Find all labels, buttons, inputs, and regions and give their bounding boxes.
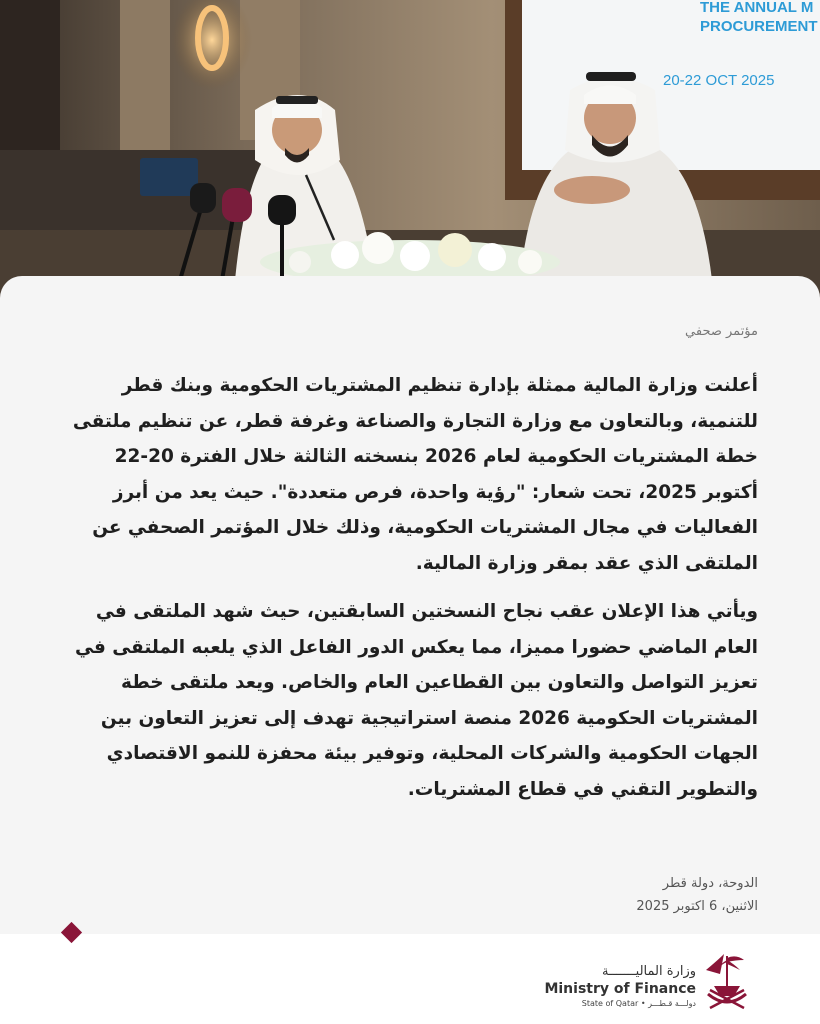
logo-subtitle: State of Qatar • دولـــة قـطـــر <box>581 999 696 1008</box>
screen-dates: 20-22 OCT 2025 <box>663 72 775 89</box>
article-card <box>0 276 820 934</box>
article-category: مؤتمر صحفي <box>685 324 758 339</box>
screen-line2: PROCUREMENT <box>700 18 818 35</box>
qatar-emblem-icon <box>700 950 754 1016</box>
ministry-logo-text <box>544 964 696 1008</box>
article-location: الدوحة، دولة قطر <box>662 876 758 891</box>
article-date: الاثنين، 6 اكتوبر 2025 <box>636 899 758 914</box>
article-dateline <box>636 872 758 918</box>
footer <box>0 934 820 1024</box>
screen-line1: THE ANNUAL M <box>700 0 814 16</box>
article-paragraph-1: أعلنت وزارة المالية ممثلة بإدارة تنظيم المشتريات الحكومية وبنك قطر للتنمية، وبالتعاون مع وزارة التجارة والصناعة وغرفة قطر، عن تنظيم ملتقى خطة المشتريات الحكومية لعام 2026 بنسخته الثالثة خلال الفترة 20-22 أكتوبر 2025، تحت شعار: "رؤية واحدة، فرص متعددة". حيث يعد من أبرز الفعاليات في مجال المشتريات الحكومية، وذلك خلال المؤتمر الصحفي عن الملتقى الذي عقد بمقر وزارة المالية. <box>72 375 758 574</box>
logo-english-name: Ministry of Finance <box>544 981 696 997</box>
logo-arabic-name: وزارة الماليـــــــة <box>602 964 696 979</box>
press-conference-photo <box>0 0 820 300</box>
article-paragraph-2: ويأتي هذا الإعلان عقب نجاح النسختين السابقتين، حيث شهد الملتقى في العام الماضي حضورا مميزا، مما يعكس الدور الفاعل الذي يلعبه الملتقى في تعزيز التواصل والتعاون بين القطاعين العام والخاص. ويعد ملتقى خطة المشتريات الحكومية 2026 منصة استراتيجية تهدف إلى تعزيز التعاون بين الجهات الحكومية والشركات المحلية، وتوفير بيئة محفزة للنمو الاقتصادي والتطوير التقني في قطاع المشتريات. <box>75 601 758 800</box>
